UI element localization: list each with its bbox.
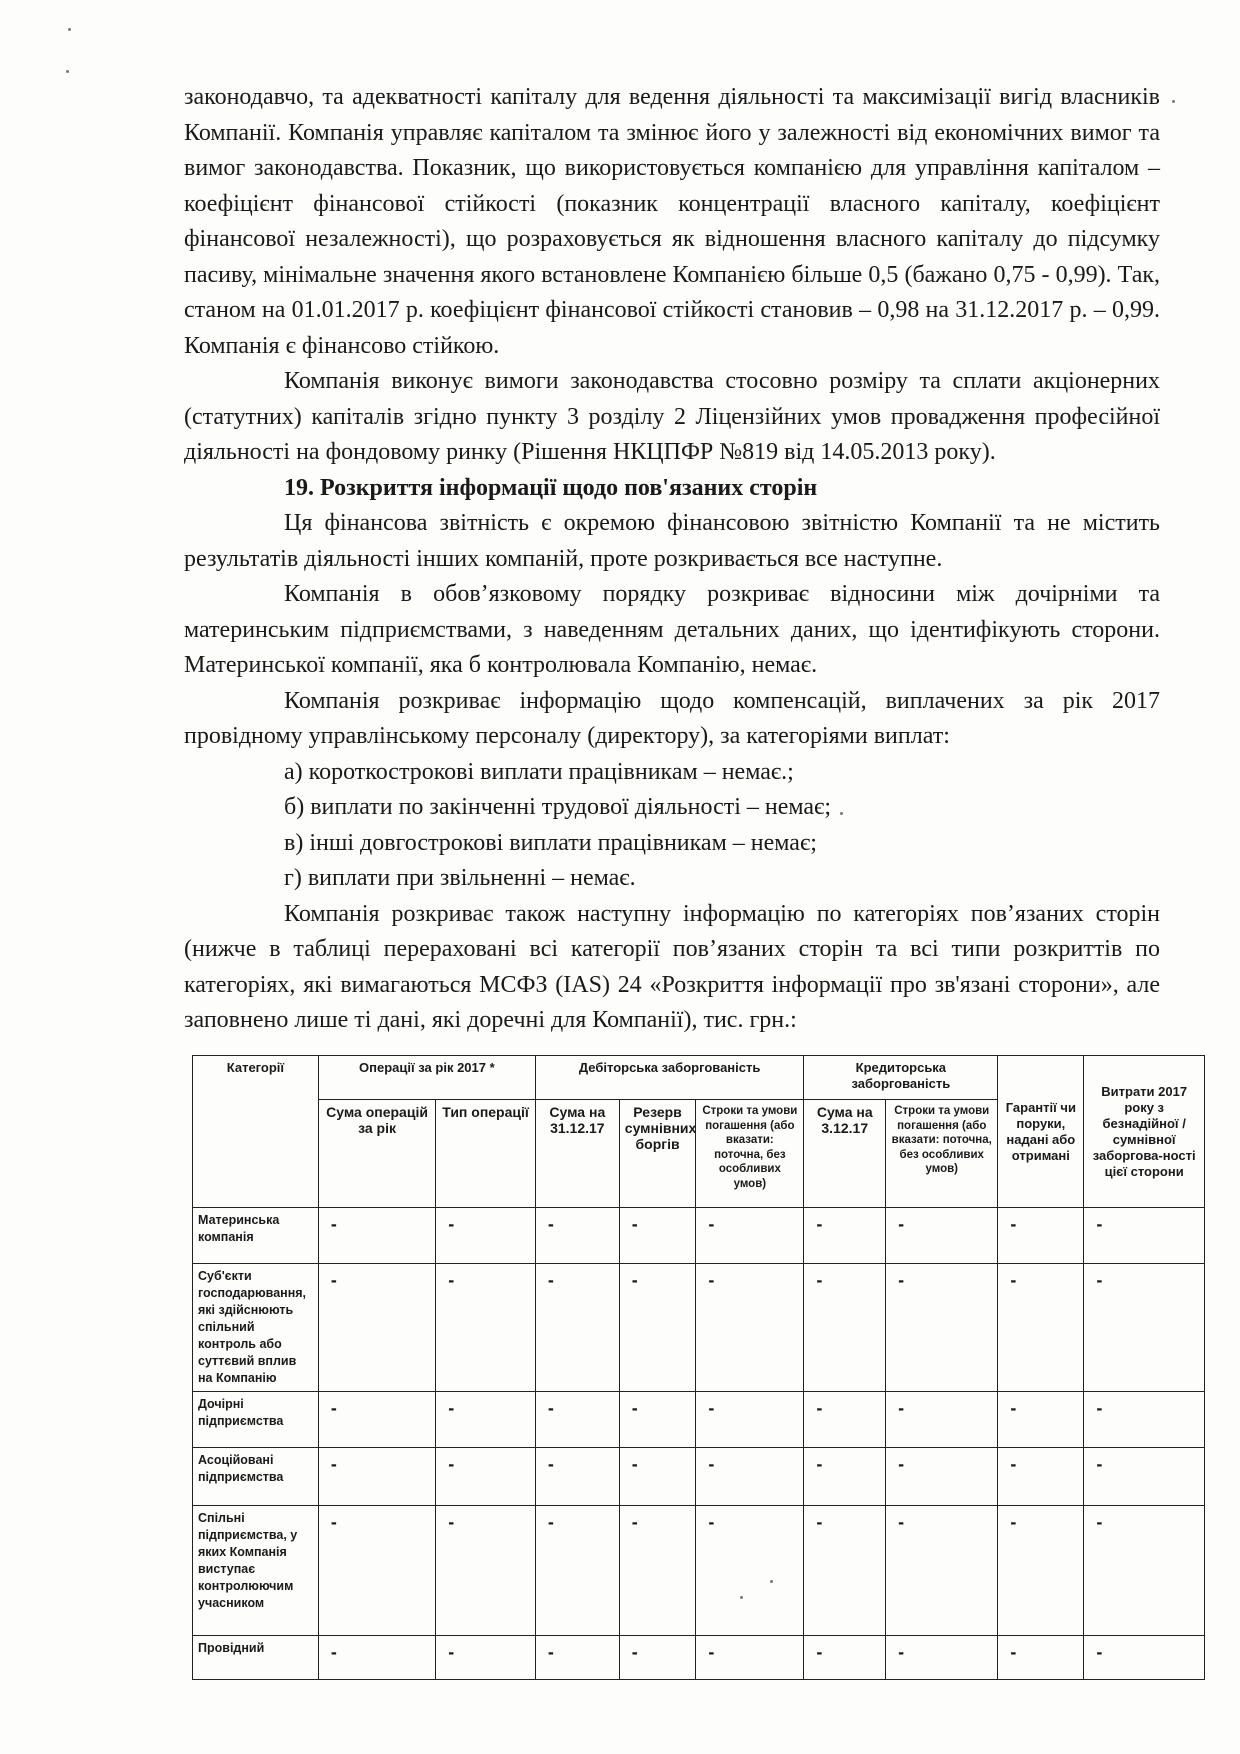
row-value-cell: - — [886, 1448, 998, 1506]
row-value-cell: - — [998, 1208, 1084, 1264]
table-body — [193, 1208, 1205, 1680]
row-category: Асоційовані підприємства — [193, 1448, 319, 1506]
row-value-cell: - — [318, 1448, 435, 1506]
row-value-cell: - — [436, 1264, 536, 1392]
header-receivables: Дебіторська заборгованість — [535, 1056, 803, 1100]
row-value-cell: - — [886, 1208, 998, 1264]
row-value-cell: - — [1084, 1264, 1205, 1392]
row-value-cell: - — [998, 1264, 1084, 1392]
paragraph-license: Компанія виконує вимоги законодавства стосовно розміру та сплати акціонерних (статутних) капіталів згідно пункту 3 розділу 2 Ліцензійних умов провадження професійної діяльності на фондовому ринку (Рішення НКЦПФР №819 від 14.05.2013 року). — [184, 368, 1160, 465]
subheader-op-type: Тип операції — [436, 1100, 536, 1208]
row-value-cell: - — [619, 1392, 696, 1448]
header-operations: Операції за рік 2017 * — [318, 1056, 535, 1100]
row-category: Спільні підприємства, у яких Компанія виступає контролюючим учасником — [193, 1506, 319, 1636]
paragraph-compensation: Компанія розкриває інформацію щодо компенсацій, виплачених за рік 2017 провідному управлінському персоналу (директору), за категоріями виплат: — [184, 687, 1160, 749]
related-parties-table — [192, 1055, 1205, 1680]
scan-speck — [68, 28, 71, 31]
subheader-pay-sum: Сума на 3.12.17 — [804, 1100, 886, 1208]
row-value-cell: - — [804, 1448, 886, 1506]
row-value-cell: - — [619, 1506, 696, 1636]
row-value-cell: - — [318, 1264, 435, 1392]
row-value-cell: - — [619, 1448, 696, 1506]
row-value-cell: - — [535, 1636, 619, 1680]
row-value-cell: - — [804, 1392, 886, 1448]
row-value-cell: - — [696, 1392, 804, 1448]
row-value-cell: - — [1084, 1208, 1205, 1264]
header-payables: Кредиторська заборгованість — [804, 1056, 998, 1100]
row-value-cell: - — [696, 1264, 804, 1392]
list-item: б) виплати по закінченні трудової діяльності – немає; — [284, 794, 832, 820]
row-value-cell: - — [619, 1208, 696, 1264]
header-expenses: Витрати 2017 року з безнадійної / сумнівної заборгова-ності цієї сторони — [1084, 1056, 1205, 1208]
row-category: Провідний — [193, 1636, 319, 1680]
row-value-cell: - — [318, 1392, 435, 1448]
row-value-cell: - — [436, 1448, 536, 1506]
row-value-cell: - — [998, 1448, 1084, 1506]
row-value-cell: - — [804, 1264, 886, 1392]
row-value-cell: - — [886, 1264, 998, 1392]
row-value-cell: - — [886, 1506, 998, 1636]
row-value-cell: - — [535, 1392, 619, 1448]
row-value-cell: - — [619, 1264, 696, 1392]
row-category: Материнська компанія — [193, 1208, 319, 1264]
row-category: Дочірні підприємства — [193, 1392, 319, 1448]
subheader-op-sum: Сума операцій за рік — [318, 1100, 435, 1208]
row-value-cell: - — [1084, 1448, 1205, 1506]
row-value-cell: - — [1084, 1392, 1205, 1448]
row-value-cell: - — [436, 1208, 536, 1264]
scan-speck — [770, 1580, 773, 1583]
row-value-cell: - — [436, 1506, 536, 1636]
scan-speck — [1172, 100, 1175, 103]
scan-speck — [740, 1596, 743, 1599]
row-value-cell: - — [886, 1392, 998, 1448]
row-value-cell: - — [998, 1506, 1084, 1636]
subheader-rec-terms: Строки та умови погашення (або вказати: поточна, без особливих умов) — [696, 1100, 804, 1208]
paragraph-table-intro: Компанія розкриває також наступну інформацію по категоріях пов’язаних сторін (нижче в таблиці перераховані всі категорії пов’язаних сторін та всі типи розкриттів по категоріях, які вимагаються МСФЗ (IAS) 24 «Розкриття інформації про зв'язані сторони», але заповнено лише ті дані, які доречні для Компанії), тис. грн.: — [184, 900, 1160, 1033]
table-row — [193, 1264, 1205, 1392]
list-item: г) виплати при звільненні – немає. — [284, 865, 636, 891]
header-guarantees: Гарантії чи поруки, надані або отримані — [998, 1056, 1084, 1208]
table-row — [193, 1448, 1205, 1506]
body-text — [184, 80, 1160, 1039]
row-value-cell: - — [318, 1506, 435, 1636]
row-value-cell: - — [998, 1636, 1084, 1680]
row-value-cell: - — [886, 1636, 998, 1680]
row-value-cell: - — [1084, 1506, 1205, 1636]
subheader-pay-terms: Строки та умови погашення (або вказати: поточна, без особливих умов) — [886, 1100, 998, 1208]
paragraph-capital: законодавчо, та адекватності капіталу для ведення діяльності та максимізації вигід власників Компанії. Компанія управляє капіталом та змінює його у залежності від економічних вимог та вимог законодавства. Показник, що використовується компанією для управління капіталом – коефіцієнт фінансової стійкості (показник концентрації власного капіталу, коефіцієнт фінансової незалежності), що розраховується як відношення власного капіталу до підсумку пасиву, мінімальне значення якого встановлене Компанією більше 0,5 (бажано 0,75 - 0,99). Так, станом на 01.01.2017 р. коефіцієнт фінансової стійкості становив – 0,98 на 31.12.2017 р. – 0,99. Компанія є фінансово стійкою. — [184, 84, 1160, 359]
section-heading: 19. Розкриття інформації щодо пов'язаних сторін — [284, 474, 818, 501]
subheader-rec-sum: Сума на 31.12.17 — [535, 1100, 619, 1208]
row-value-cell: - — [318, 1208, 435, 1264]
row-value-cell: - — [804, 1636, 886, 1680]
paragraph-parent-relations: Компанія в обов’язковому порядку розкриває відносини між дочірніми та материнським підприємствами, з наведенням детальних даних, що ідентифікують сторони. Материнської компанії, яка б контролювала Компанію, немає. — [184, 581, 1160, 678]
row-value-cell: - — [535, 1506, 619, 1636]
list-item: а) короткострокові виплати працівникам – немає.; — [284, 758, 794, 785]
row-value-cell: - — [696, 1448, 804, 1506]
table-row — [193, 1392, 1205, 1448]
row-value-cell: - — [696, 1506, 804, 1636]
row-value-cell: - — [696, 1636, 804, 1680]
related-parties-table-wrapper — [192, 1055, 1205, 1680]
subheader-rec-reserve: Резерв сумнівних боргів — [619, 1100, 696, 1208]
scan-speck — [840, 812, 843, 815]
row-value-cell: - — [1084, 1636, 1205, 1680]
row-value-cell: - — [804, 1208, 886, 1264]
row-value-cell: - — [535, 1208, 619, 1264]
table-row — [193, 1636, 1205, 1680]
scan-speck — [66, 70, 69, 73]
row-value-cell: - — [436, 1636, 536, 1680]
row-value-cell: - — [318, 1636, 435, 1680]
row-value-cell: - — [535, 1448, 619, 1506]
row-value-cell: - — [804, 1506, 886, 1636]
row-value-cell: - — [436, 1392, 536, 1448]
row-value-cell: - — [696, 1208, 804, 1264]
row-value-cell: - — [998, 1392, 1084, 1448]
list-item: в) інші довгострокові виплати працівникам – немає; — [284, 829, 817, 856]
paragraph-separate-statements: Ця фінансова звітність є окремою фінансовою звітністю Компанії та не містить результатів діяльності інших компаній, проте розкривається все наступне. — [184, 510, 1160, 572]
row-category: Суб'єкти господарювання, які здійснюють спільний контроль або суттєвий вплив на Компанію — [193, 1264, 319, 1392]
table-row — [193, 1208, 1205, 1264]
row-value-cell: - — [619, 1636, 696, 1680]
table-row — [193, 1506, 1205, 1636]
row-value-cell: - — [535, 1264, 619, 1392]
header-category: Категорії — [193, 1056, 319, 1208]
